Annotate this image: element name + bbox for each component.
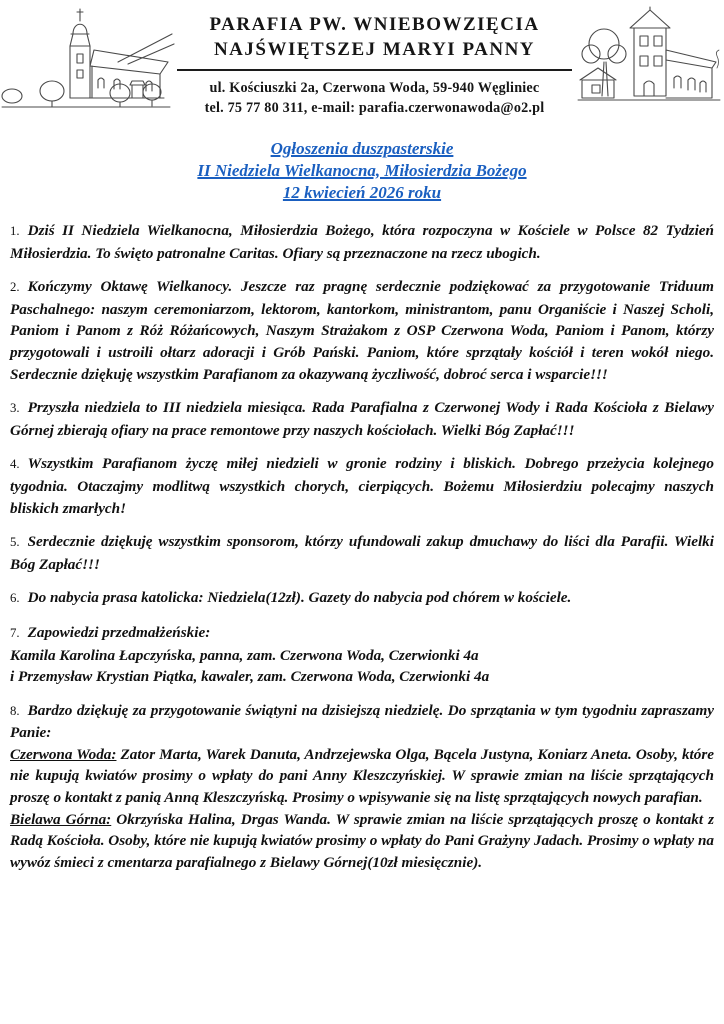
banns-person-2: i Przemysław Krystian Piątka, kawaler, zam. Czerwona Woda, Czerwionki 4a <box>10 668 490 686</box>
item-text: Serdecznie dziękuję wszystkim sponsorom, którzy ufundowali zakup dmuchawy do liści dla Parafii. Wielki Bóg Zapłać!!! <box>10 533 714 573</box>
right-church-illustration <box>574 4 724 122</box>
announcement-item-2 <box>10 276 714 385</box>
item-number: 5. <box>10 535 20 550</box>
item-text: Zapowiedzi przedmałżeńskie: <box>27 623 211 641</box>
announcements-list <box>0 204 724 873</box>
parish-name-line2: NAJŚWIĘTSZEJ MARYI PANNY <box>213 39 536 61</box>
announcement-item-3 <box>10 397 714 441</box>
item-text: Dziś II Niedziela Wielkanocna, Miłosierdzia Bożego, która rozpoczyna w Kościele w Polsce 82 Tydzień Miłosierdzia. To święto patronalne Caritas. Ofiary są przeznaczone na rzecz ubogich. <box>10 222 714 262</box>
doc-title-line2: II Niedziela Wielkanocna, Miłosierdzia Bożego <box>197 161 527 180</box>
cleaning-section-czerwona-woda <box>10 744 714 809</box>
item-number: 6. <box>10 591 20 606</box>
announcement-item-4 <box>10 453 714 519</box>
header-text-block <box>175 4 574 118</box>
item-text: Bardzo dziękuję za przygotowanie świątyni na dzisiejszą niedzielę. Do sprzątania w tym tygodniu zapraszamy Panie: <box>10 701 714 742</box>
item-text: Kończymy Oktawę Wielkanocy. Jeszcze raz pragnę serdecznie podziękować za przygotowanie Triduum Paschalnego: naszym ceremoniarzom, lektorom, kantorkom, ministrantom, panu Organiście i Naszej Scholi, Paniom i Panom z Róż Różańcowych, Naszym Strażakom z OSP Czerwona Woda, Paniom i Panom, którzy przygotowali i ustroili ołtarz adoracji i Grób Pański. Paniom, które sprzątały kościół i teren wokół niego. Serdecznie dziękuję wszystkim Parafianom za okazywaną życzliwość, dobroć serca i wsparcie!!! <box>10 278 714 383</box>
item-number: 2. <box>10 280 20 295</box>
doc-title-line3: 12 kwiecień 2026 roku <box>282 183 442 202</box>
item-text: Wszystkim Parafianom życzę miłej niedzieli w gronie rodziny i bliskich. Dobrego przeżycia kolejnego tygodnia. Otaczajmy modlitwą wszystkich chorych, cierpiących. Bożemu Miłosierdziu polecajmy naszych bliskich zmarłych! <box>10 455 714 517</box>
parish-header <box>0 0 724 122</box>
item-number: 7. <box>10 625 20 640</box>
banns-heading <box>10 622 714 645</box>
announcement-item-5 <box>10 531 714 575</box>
announcement-item-8 <box>10 700 714 874</box>
item-number: 1. <box>10 224 20 238</box>
section-label: Czerwona Woda: <box>10 745 117 763</box>
cleaning-section-bielawa-gorna <box>10 809 714 874</box>
parish-contact: tel. 75 77 80 311, e-mail: parafia.czerwonawoda@o2.pl <box>204 100 545 117</box>
doc-title-line1: Ogłoszenia duszpasterskie <box>270 139 454 158</box>
cleaning-intro <box>10 700 714 744</box>
section-text: Zator Marta, Warek Danuta, Andrzejewska Olga, Bącela Justyna, Koniarz Aneta. Osoby, które nie kupują kwiatów prosimy o wpłaty do pani Anny Kleszczyńskiej. W sprawie zmian na liście sprzątających proszę o kontakt z panią Anną Kleszczyńską. Prosimy o wpisywanie się na listę sprzątających nowych parafian. <box>10 745 714 807</box>
item-number: 8. <box>10 703 20 718</box>
header-divider <box>177 69 572 71</box>
announcement-item-7 <box>10 622 714 688</box>
item-text: Przyszła niedziela to III niedziela miesiąca. Rada Parafialna z Czerwonej Wody i Rada Kościoła z Bielawy Górnej zbierają ofiary na prace remontowe przy naszych kościołach. Wielki Bóg Zapłać!!! <box>10 399 714 439</box>
parish-name-line1: PARAFIA PW. WNIEBOWZIĘCIA <box>209 14 540 35</box>
left-church-illustration <box>0 4 175 116</box>
section-label: Bielawa Górna: <box>10 810 112 828</box>
item-number: 4. <box>10 457 20 472</box>
announcement-item-6 <box>10 587 714 610</box>
document-title-block <box>0 138 724 204</box>
banns-person-1: Kamila Karolina Łapczyńska, panna, zam. Czerwona Woda, Czerwionki 4a <box>10 646 479 664</box>
parish-address: ul. Kościuszki 2a, Czerwona Woda, 59-940 Węgliniec <box>209 80 540 97</box>
announcement-item-1 <box>10 220 714 264</box>
item-text: Do nabycia prasa katolicka: Niedziela(12zł). Gazety do nabycia pod chórem w kościele. <box>27 589 572 607</box>
section-text: Okrzyńska Halina, Drgas Wanda. W sprawie zmian na liście sprzątających proszę o kontakt z Radą Kościoła. Osoby, które nie kupują kwiatów prosimy o wpłaty do Pani Grażyny Jadach. Prosimy o wpłaty na wywóz śmieci z cmentarza parafialnego z Bielawy Górnej(10zł miesięcznie). <box>10 810 715 871</box>
item-number: 3. <box>10 401 20 416</box>
